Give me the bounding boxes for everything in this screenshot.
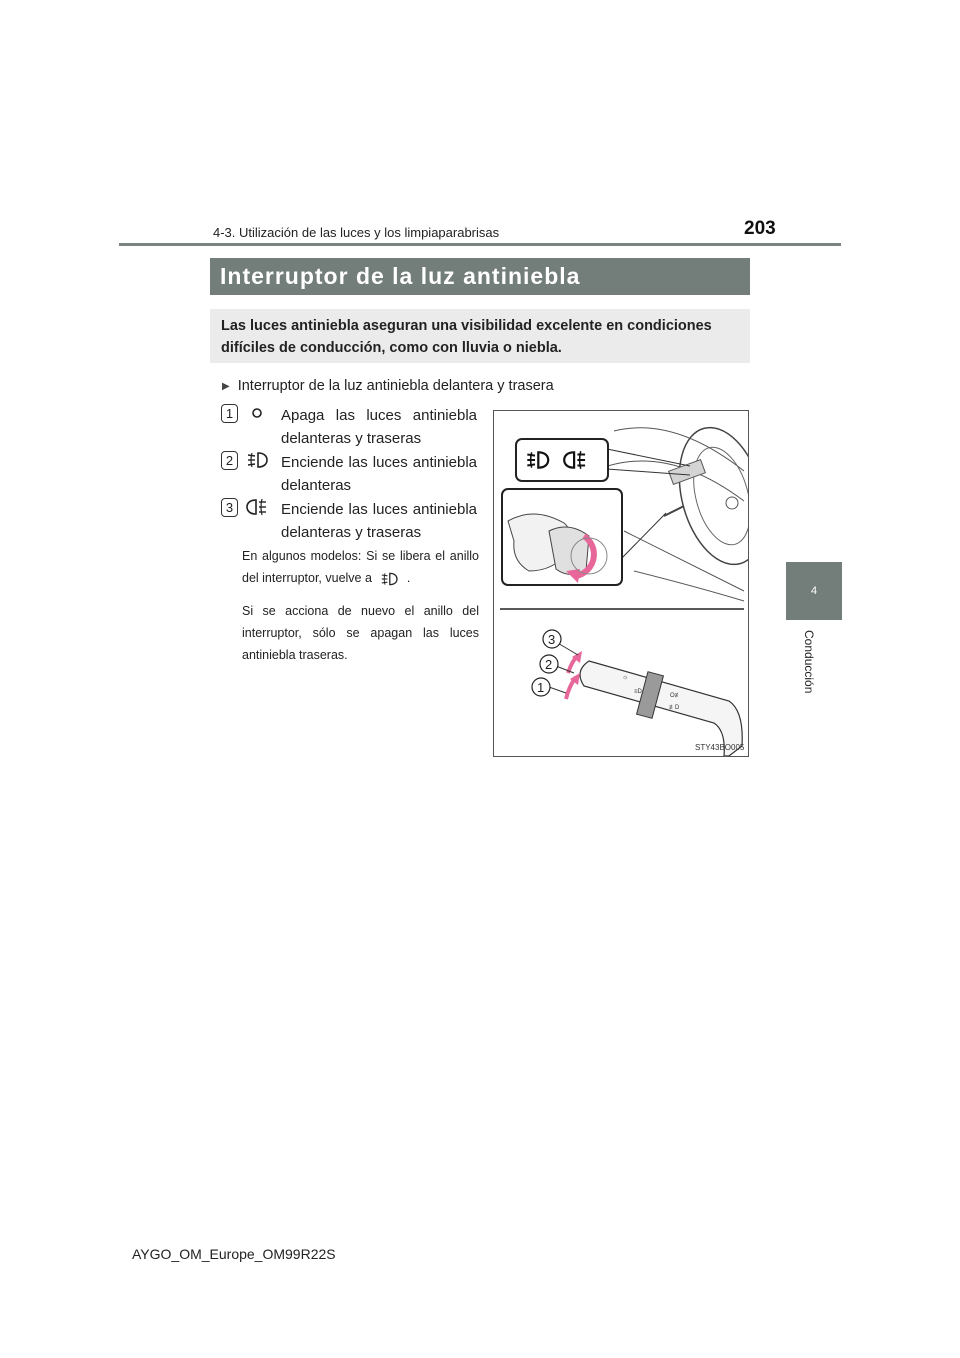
subheading [222, 378, 554, 394]
note-2: Si se acciona de nuevo el anillo del interruptor, sólo se apagan las luces antiniebla traseras. [242, 604, 479, 662]
subheading-text: Interruptor de la luz antiniebla delantera y trasera [237, 378, 554, 394]
item-text-1: Apaga las luces antiniebla delanteras y traseras [281, 407, 477, 447]
front-fog-light-icon [245, 450, 269, 470]
chapter-tab[interactable] [786, 562, 842, 620]
item-text-2: Enciende las luces antiniebla delanteras [281, 454, 477, 494]
figure-code: STY43BO005 [695, 743, 745, 752]
item-text-3: Enciende las luces antiniebla delanteras y traseras [281, 501, 477, 541]
item-number-2: 2 [221, 451, 238, 470]
svg-text:≡D: ≡D [634, 689, 642, 695]
fog-light-switch-illustration [494, 411, 748, 756]
svg-text:☼: ☼ [622, 674, 629, 681]
illustration-figure [493, 410, 749, 757]
svg-text:O≢: O≢ [670, 693, 681, 699]
footer-doc-id: AYGO_OM_Europe_OM99R22S [132, 1246, 336, 1262]
callout-3-label: 3 [548, 632, 556, 647]
off-icon [245, 403, 269, 423]
note-1-text: En algunos modelos: Si se libera el anillo del interruptor, vuelve a [242, 549, 479, 585]
svg-text:≢D: ≢D [669, 705, 680, 711]
note-1-end: . [406, 571, 411, 585]
callout-1-label: 1 [537, 680, 545, 695]
item-number-1: 1 [221, 404, 238, 423]
front-rear-fog-light-icon [245, 497, 269, 517]
intro-box: Las luces antiniebla aseguran una visibilidad excelente en condiciones difíciles de conducción, como con lluvia o niebla. [210, 309, 750, 363]
section-title: 4-3. Utilización de las luces y los limpiaparabrisas [213, 225, 500, 240]
page-number: 203 [744, 218, 776, 239]
header-rule [119, 243, 841, 246]
note-1 [242, 545, 479, 589]
chapter-label: Conducción [802, 630, 816, 694]
chapter-number: 4 [810, 585, 818, 597]
bullet-arrow-icon: ▶ [222, 380, 230, 392]
callout-2-label: 2 [545, 657, 553, 672]
item-number-3: 3 [221, 498, 238, 517]
front-fog-light-icon [378, 571, 400, 587]
page-title: Interruptor de la luz antiniebla [210, 258, 750, 295]
